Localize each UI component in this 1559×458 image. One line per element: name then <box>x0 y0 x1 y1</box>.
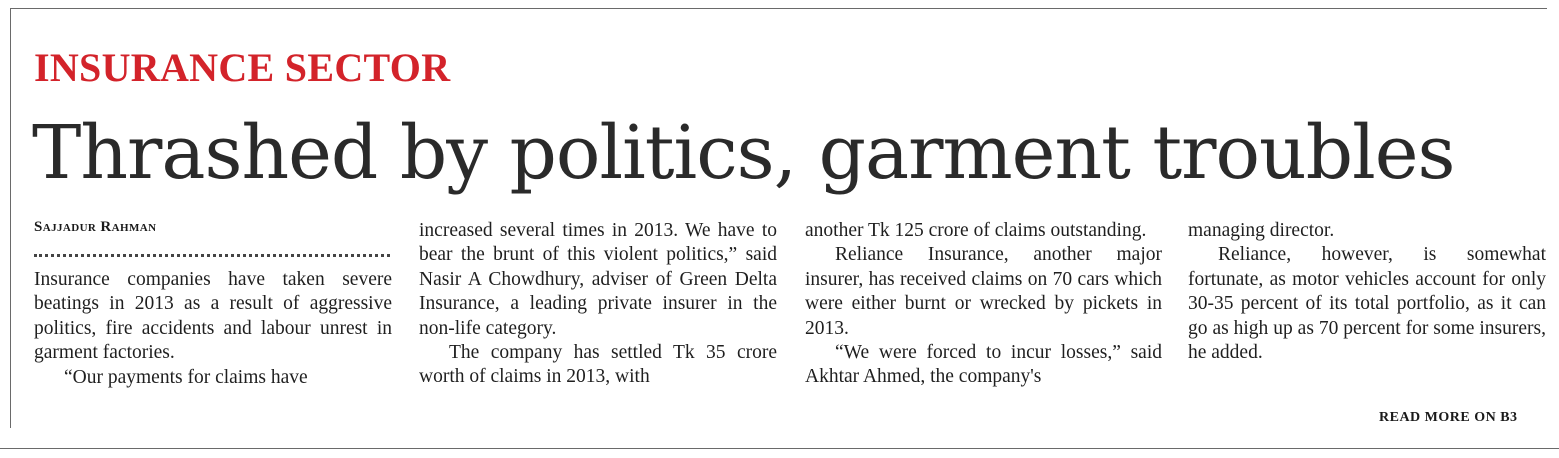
section-kicker: INSURANCE SECTOR <box>34 45 451 90</box>
text-column-1 <box>34 268 392 390</box>
read-more-jump-line: READ MORE ON B3 <box>1379 410 1518 425</box>
paragraph: managing director. <box>1188 220 1335 241</box>
paragraph: “We were forced to incur losses,” said Akhtar Ahmed, the company's <box>805 342 1162 388</box>
paragraph: increased several times in 2013. We have to bear the brunt of this violent politics,” said Nasir A Chowdhury, adviser of Green Delta Insurance, a leading private insurer in the non-life category. <box>419 220 777 339</box>
left-rule <box>10 8 11 428</box>
top-rule <box>10 8 1547 9</box>
text-column-4 <box>1188 219 1546 365</box>
paragraph: Reliance Insurance, another major insurer, has received claims on 70 cars which were either burnt or wrecked by pickets in 2013. <box>805 244 1162 339</box>
byline-dotted-divider <box>34 254 390 257</box>
paragraph: Reliance, however, is somewhat fortunate, as motor vehicles account for only 30-35 percent of its total portfolio, as it can go as high up as 70 percent for some insurers, he added. <box>1188 244 1546 364</box>
paragraph: another Tk 125 crore of claims outstanding. <box>805 220 1147 241</box>
bottom-rule <box>0 448 1559 449</box>
paragraph: The company has settled Tk 35 crore worth of claims in 2013, with <box>419 342 777 388</box>
article-headline: Thrashed by politics, garment troubles <box>32 110 1455 196</box>
paragraph: Insurance companies have taken severe beatings in 2013 as a result of aggressive politics, fire accidents and labour unrest in garment factories. <box>34 269 392 364</box>
text-column-3 <box>805 219 1162 390</box>
paragraph: “Our payments for claims have <box>64 366 308 388</box>
author-byline: Sajjadur Rahman <box>34 219 157 235</box>
text-column-2 <box>419 219 777 390</box>
